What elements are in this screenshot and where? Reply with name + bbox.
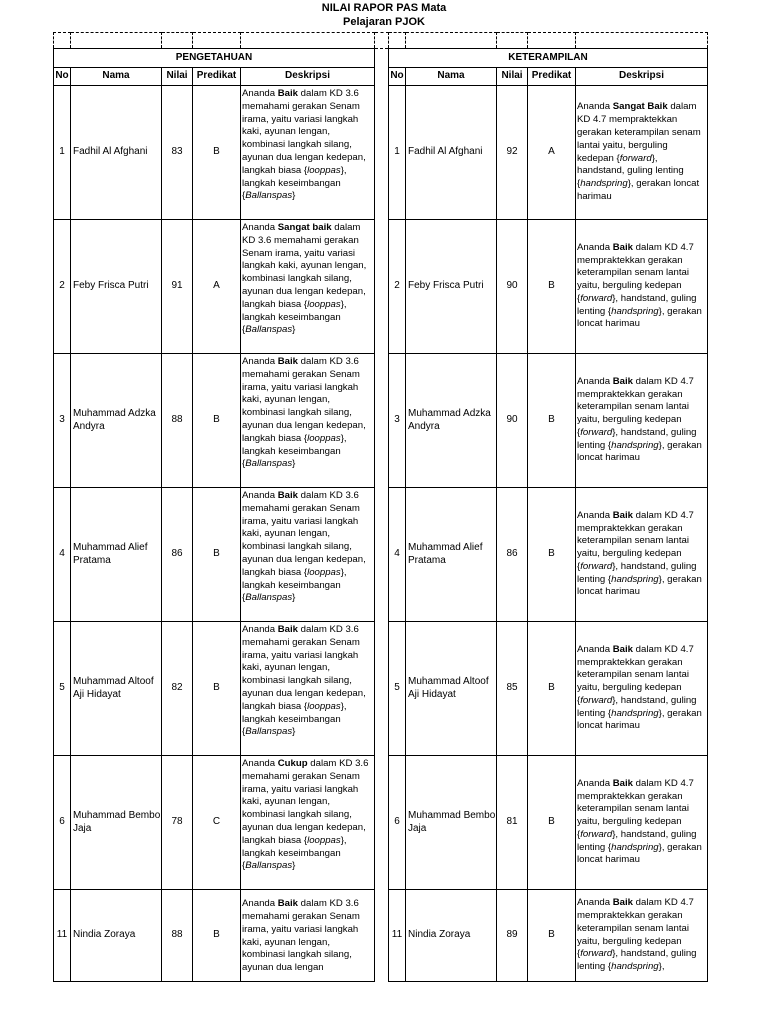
section-header-row [54,49,708,68]
desc-text: }, handstand, guling lenting { [577,828,697,853]
blank-cell [162,33,193,49]
desc-predicate-word: Baik [277,88,299,99]
desc-term: forward [580,828,613,840]
header-predikat: Predikat [528,68,576,86]
table-row [54,488,708,622]
desc-text: Ananda [242,222,278,233]
cell-deskripsi [576,220,708,354]
desc-term: forward [619,152,652,164]
cell-predikat: B [528,890,576,982]
gap-cell [375,49,389,68]
cell-deskripsi [576,488,708,622]
desc-predicate-word: Baik [612,643,634,655]
desc-text: }, langkah keseimbangan { [242,700,347,738]
desc-predicate-word: Baik [612,241,634,253]
cell-predikat: B [193,622,241,756]
desc-text: dalam KD 4.7 mempraktekkan gerakan keterampilan senam lantai yaitu, berguling kedepan { [577,241,694,304]
cell-no: 2 [54,220,71,354]
cell-deskripsi [576,86,708,220]
desc-text: }, langkah keseimbangan { [242,834,347,872]
desc-term: handspring [611,573,659,585]
header-deskripsi: Deskripsi [241,68,375,86]
desc-text: }, langkah keseimbangan { [242,566,347,604]
desc-text: } [292,324,296,336]
table-row [54,86,708,220]
cell-no: 11 [389,890,406,982]
cell-no: 3 [389,354,406,488]
cell-deskripsi [576,622,708,756]
cell-predikat: B [528,220,576,354]
cell-predikat: B [528,488,576,622]
desc-term: forward [580,426,613,438]
cell-nama: Muhammad Altoof Aji Hidayat [406,622,497,756]
desc-predicate-word: Sangat baik [277,222,332,233]
desc-term: Ballanspas [245,324,293,336]
cell-nilai: 88 [162,354,193,488]
desc-term: looppas [307,298,341,310]
gap-cell [375,756,389,890]
desc-term: forward [580,292,613,304]
header-no: No [389,68,406,86]
desc-text: }, langkah keseimbangan { [242,432,347,470]
desc-term: forward [580,694,613,706]
document-title: NILAI RAPOR PAS Mata [321,2,447,14]
cell-predikat: C [193,756,241,890]
cell-nilai: 85 [497,622,528,756]
blank-cell [71,33,162,49]
desc-text: dalam KD 4.7 mempraktekkan gerakan keterampilan senam lantai yaitu, berguling kedepan { [577,101,701,164]
cell-no: 5 [389,622,406,756]
blank-cell [193,33,241,49]
blank-row [54,33,708,49]
cell-nilai: 90 [497,354,528,488]
desc-term: looppas [307,432,341,444]
desc-predicate-word: Baik [277,356,299,367]
cell-no: 4 [54,488,71,622]
cell-deskripsi [576,890,708,982]
desc-text: Ananda [577,375,613,387]
desc-text: }, gerakan loncat harimau [577,707,702,732]
cell-nilai: 92 [497,86,528,220]
header-predikat: Predikat [193,68,241,86]
gap-cell [375,354,389,488]
table-row [54,220,708,354]
desc-text: Ananda [577,777,613,789]
cell-nilai: 86 [497,488,528,622]
cell-no: 6 [389,756,406,890]
cell-no: 4 [389,488,406,622]
desc-term: Ballanspas [245,726,293,738]
cell-predikat: B [528,622,576,756]
desc-predicate-word: Baik [277,624,299,635]
desc-text: }, langkah keseimbangan { [242,298,347,336]
desc-term: looppas [307,700,341,712]
gap-cell [375,890,389,982]
desc-term: Ballanspas [245,458,293,470]
cell-deskripsi [241,756,375,890]
desc-term: handspring [611,707,659,719]
cell-nilai: 83 [162,86,193,220]
desc-text: }, gerakan loncat harimau [577,573,702,598]
desc-predicate-word: Baik [612,509,634,521]
desc-text: }, gerakan loncat harimau [577,841,702,866]
section-pengetahuan: PENGETAHUAN [54,49,375,68]
blank-cell [576,33,708,49]
cell-predikat: B [193,86,241,220]
desc-text: Ananda [242,88,278,99]
desc-term: forward [580,560,613,572]
cell-nama: Feby Frisca Putri [406,220,497,354]
blank-cell [375,33,389,49]
cell-nama: Muhammad Alief Pratama [406,488,497,622]
desc-text: }, handstand, guling lenting { [577,426,697,451]
cell-deskripsi [576,756,708,890]
cell-nama: Nindia Zoraya [71,890,162,982]
cell-nama: Muhammad Bembo Jaja [406,756,497,890]
table-row [54,890,708,982]
desc-predicate-word: Cukup [277,758,308,769]
blank-cell [54,33,71,49]
desc-text: } [292,860,296,872]
cell-nilai: 90 [497,220,528,354]
desc-text: }, gerakan loncat harimau [577,305,702,330]
desc-text: Ananda [242,624,278,635]
cell-nama: Fadhil Al Afghani [71,86,162,220]
blank-cell [389,33,406,49]
cell-no: 5 [54,622,71,756]
cell-nilai: 91 [162,220,193,354]
gap-cell [375,68,389,86]
cell-nama: Muhammad Alief Pratama [71,488,162,622]
blank-cell [406,33,497,49]
cell-nama: Muhammad Adzka Andyra [406,354,497,488]
gap-cell [375,622,389,756]
header-nilai: Nilai [497,68,528,86]
desc-term: handspring [611,961,659,973]
desc-predicate-word: Baik [277,490,299,501]
gap-cell [375,86,389,220]
desc-term: looppas [307,566,341,578]
desc-text: Ananda [577,509,613,521]
desc-text: }, handstand, guling lenting { [577,292,697,317]
cell-nilai: 86 [162,488,193,622]
cell-nilai: 81 [497,756,528,890]
desc-term: Ballanspas [245,592,293,604]
blank-cell [528,33,576,49]
document-subtitle: Pelajaran PJOK [343,16,425,28]
desc-term: Ballanspas [245,860,293,872]
gap-cell [375,220,389,354]
cell-nilai: 89 [497,890,528,982]
cell-predikat: B [193,488,241,622]
desc-text: dalam KD 4.7 mempraktekkan gerakan keterampilan senam lantai yaitu, berguling kedepan { [577,509,694,572]
desc-text: Ananda [577,101,613,113]
blank-cell [241,33,375,49]
desc-predicate-word: Baik [277,898,299,910]
cell-deskripsi [241,622,375,756]
grade-table [53,32,708,982]
desc-term: handspring [611,841,659,853]
cell-nama: Feby Frisca Putri [71,220,162,354]
table-row [54,354,708,488]
desc-text: } [292,458,296,470]
desc-term: handspring [580,178,628,190]
desc-text: Ananda [577,643,613,655]
cell-predikat: B [193,890,241,982]
cell-nama: Fadhil Al Afghani [406,86,497,220]
desc-text: Ananda [577,241,613,253]
cell-no: 11 [54,890,71,982]
desc-text: dalam KD 4.7 mempraktekkan gerakan keterampilan senam lantai yaitu, berguling kedepan { [577,375,694,438]
desc-term: handspring [611,305,659,317]
cell-nama: Nindia Zoraya [406,890,497,982]
cell-predikat: B [528,354,576,488]
cell-deskripsi [576,354,708,488]
header-nilai: Nilai [162,68,193,86]
desc-text: } [292,592,296,604]
header-nama: Nama [71,68,162,86]
desc-text: dalam KD 4.7 mempraktekkan gerakan keterampilan senam lantai yaitu, berguling kedepan { [577,777,694,840]
desc-text: dalam KD 4.7 mempraktekkan gerakan keterampilan senam lantai yaitu, berguling kedepan { [577,643,694,706]
cell-nama: Muhammad Bembo Jaja [71,756,162,890]
desc-text: Ananda [242,356,278,367]
cell-deskripsi [241,220,375,354]
cell-deskripsi [241,488,375,622]
desc-text: dalam KD 3.6 memahami gerakan Senam irama, yaitu variasi langkah kaki, ayunan lengan, kombinasi langkah silang, ayunan dua lengan [242,898,360,974]
desc-predicate-word: Baik [612,897,634,909]
header-deskripsi: Deskripsi [576,68,708,86]
desc-text: }, [658,961,665,973]
desc-term: looppas [307,834,341,846]
table-row [54,622,708,756]
header-nama: Nama [406,68,497,86]
desc-text: dalam KD 3.6 memahami gerakan Senam irama, yaitu variasi langkah kaki, ayunan lengan, kombinasi langkah silang, ayunan dua lengan kedepan, langkah biasa { [242,356,366,444]
desc-text: }, handstand, guling lenting { [577,152,684,190]
cell-nilai: 78 [162,756,193,890]
desc-predicate-word: Sangat Baik [612,101,668,113]
desc-text: Ananda [577,897,613,909]
cell-no: 1 [389,86,406,220]
table-row [54,756,708,890]
header-no: No [54,68,71,86]
desc-term: Ballanspas [245,190,293,202]
section-keterampilan: KETERAMPILAN [389,49,708,68]
cell-deskripsi [241,890,375,982]
cell-no: 2 [389,220,406,354]
cell-predikat: B [193,354,241,488]
cell-nama: Muhammad Altoof Aji Hidayat [71,622,162,756]
desc-text: }, handstand, guling lenting { [577,948,697,973]
cell-nilai: 88 [162,890,193,982]
desc-text: Ananda [242,758,278,769]
desc-text: } [292,726,296,738]
desc-term: handspring [611,439,659,451]
desc-text: dalam KD 3.6 memahami gerakan Senam irama, yaitu variasi langkah kaki, ayunan lengan, kombinasi langkah silang, ayunan dua lengan kedepan, langkah biasa { [242,758,369,846]
desc-text: }, gerakan loncat harimau [577,178,700,202]
gap-cell [375,488,389,622]
column-header-row [54,68,708,86]
desc-text: dalam KD 4.7 mempraktekkan gerakan keterampilan senam lantai yaitu, berguling kedepan { [577,897,694,960]
desc-text: dalam KD 3.6 memahami gerakan Senam irama, yaitu variasi langkah kaki, ayunan lengan, kombinasi langkah silang, ayunan dua lengan kedepan, langkah biasa { [242,222,367,310]
cell-predikat: B [528,756,576,890]
blank-cell [497,33,528,49]
desc-text: dalam KD 3.6 memahami gerakan Senam irama, yaitu variasi langkah kaki, ayunan lengan, kombinasi langkah silang, ayunan dua lengan kedepan, langkah biasa { [242,624,366,712]
desc-text: dalam KD 3.6 memahami gerakan Senam irama, yaitu variasi langkah kaki, ayunan lengan, kombinasi langkah silang, ayunan dua lengan kedepan, langkah biasa { [242,490,366,578]
desc-term: forward [580,948,613,960]
desc-text: }, handstand, guling lenting { [577,694,697,719]
desc-text: }, langkah keseimbangan { [242,164,347,202]
desc-predicate-word: Baik [612,375,634,387]
desc-text: Ananda [242,490,278,501]
cell-predikat: A [193,220,241,354]
cell-predikat: A [528,86,576,220]
cell-no: 1 [54,86,71,220]
desc-term: looppas [307,164,341,176]
desc-text: } [292,190,296,202]
cell-deskripsi [241,86,375,220]
cell-no: 3 [54,354,71,488]
cell-nama: Muhammad Adzka Andyra [71,354,162,488]
cell-no: 6 [54,756,71,890]
cell-nilai: 82 [162,622,193,756]
desc-text: Ananda [242,898,278,910]
desc-text: dalam KD 3.6 memahami gerakan Senam irama, yaitu variasi langkah kaki, ayunan lengan, kombinasi langkah silang, ayunan dua lengan kedepan, langkah biasa { [242,88,366,176]
cell-deskripsi [241,354,375,488]
desc-text: }, handstand, guling lenting { [577,560,697,585]
desc-text: }, gerakan loncat harimau [577,439,702,464]
desc-predicate-word: Baik [612,777,634,789]
